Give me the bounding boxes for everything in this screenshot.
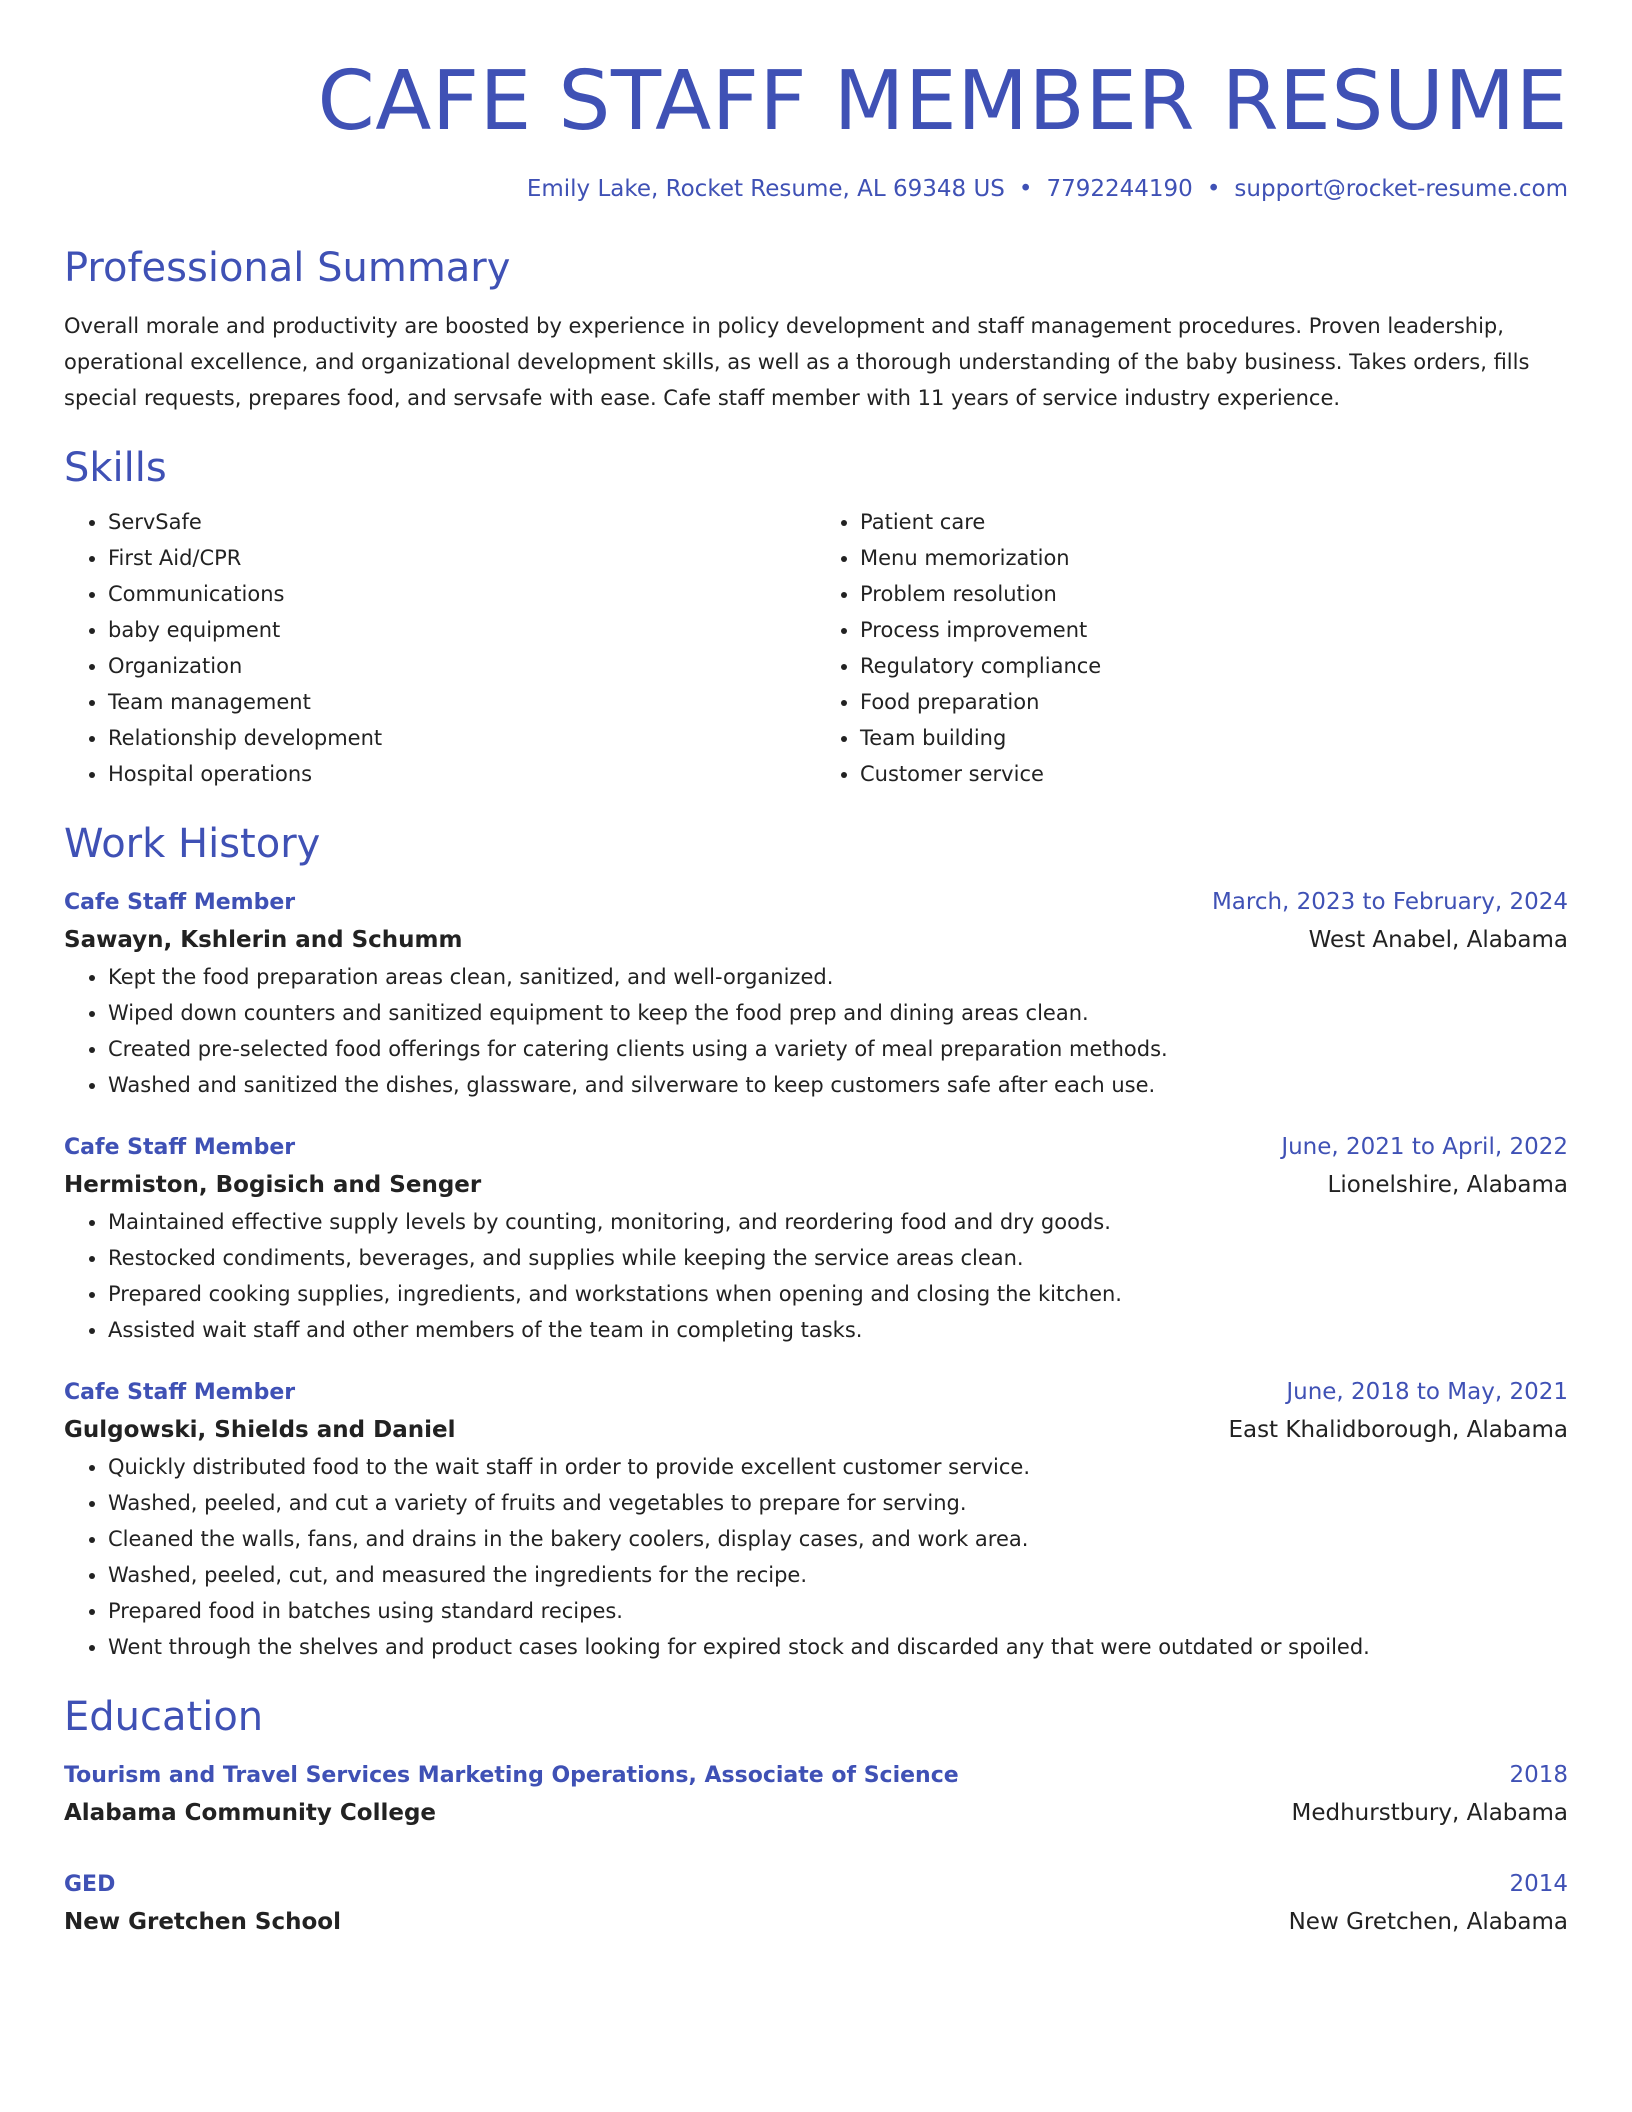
job-dates: June, 2021 to April, 2022 xyxy=(1281,1134,1568,1160)
job-bullet: • Cleaned the walls, fans, and drains in the bakery coolers, display cases, and work area. xyxy=(108,1521,1568,1557)
education-degree: GED xyxy=(64,1872,116,1897)
job-bullet: • Maintained effective supply levels by counting, monitoring, and reordering food and dry goods. xyxy=(108,1204,1568,1240)
skill-item: • ServSafe xyxy=(108,504,816,540)
job-bullet: • Wiped down counters and sanitized equipment to keep the food prep and dining areas clean. xyxy=(108,995,1568,1031)
job-location: East Khalidborough, Alabama xyxy=(1228,1417,1568,1443)
contact-separator: • xyxy=(1018,176,1033,202)
skill-item: • Regulatory compliance xyxy=(860,648,1568,684)
job-bullets xyxy=(64,959,1568,1103)
education-year: 2018 xyxy=(1509,1762,1568,1788)
job-company: Hermiston, Bogisich and Senger xyxy=(64,1172,482,1198)
summary-section xyxy=(64,244,1568,416)
resume-header xyxy=(64,52,1568,204)
job-bullet: • Kept the food preparation areas clean, sanitized, and well-organized. xyxy=(108,959,1568,995)
job-bullets xyxy=(64,1204,1568,1348)
job-bullet: • Prepared food in batches using standard recipes. xyxy=(108,1593,1568,1629)
education-section xyxy=(64,1693,1568,1941)
job-dates: March, 2023 to February, 2024 xyxy=(1211,889,1568,915)
job-title-row xyxy=(64,1129,1568,1166)
education-degree: Tourism and Travel Services Marketing Operations, Associate of Science xyxy=(64,1763,959,1788)
skills-grid xyxy=(64,504,1568,792)
skills-section xyxy=(64,444,1568,792)
job-title-row xyxy=(64,884,1568,921)
work-history-heading: Work History xyxy=(64,821,321,867)
education-heading: Education xyxy=(64,1694,264,1740)
job-bullet: • Washed, peeled, cut, and measured the ingredients for the recipe. xyxy=(108,1557,1568,1593)
skills-heading: Skills xyxy=(64,445,167,491)
job-location: Lionelshire, Alabama xyxy=(1327,1172,1568,1198)
contact-phone: 7792244190 xyxy=(1046,176,1193,202)
work-history-section xyxy=(64,820,1568,1665)
skill-item: • Patient care xyxy=(860,504,1568,540)
education-school: Alabama Community College xyxy=(64,1800,437,1826)
job-bullet: • Prepared cooking supplies, ingredients, and workstations when opening and closing the kitchen. xyxy=(108,1276,1568,1312)
summary-heading: Professional Summary xyxy=(64,245,511,291)
education-school: New Gretchen School xyxy=(64,1909,341,1935)
job-bullet: • Restocked condiments, beverages, and supplies while keeping the service areas clean. xyxy=(108,1240,1568,1276)
job-bullet: • Assisted wait staff and other members of the team in completing tasks. xyxy=(108,1312,1568,1348)
job-title: Cafe Staff Member xyxy=(64,1135,296,1160)
skill-item: • Menu memorization xyxy=(860,540,1568,576)
job-bullet: • Washed, peeled, and cut a variety of fruits and vegetables to prepare for serving. xyxy=(108,1485,1568,1521)
education-year: 2014 xyxy=(1509,1871,1568,1897)
skill-item: • Hospital operations xyxy=(108,756,816,792)
skill-item: • Food preparation xyxy=(860,684,1568,720)
job-company-row xyxy=(64,921,1568,959)
job-title: Cafe Staff Member xyxy=(64,890,296,915)
job-bullets xyxy=(64,1449,1568,1665)
skill-item: • First Aid/CPR xyxy=(108,540,816,576)
skill-item: • Customer service xyxy=(860,756,1568,792)
contact-email[interactable]: support@rocket-resume.com xyxy=(1234,176,1568,202)
education-degree-row xyxy=(64,1866,1568,1903)
job-location: West Anabel, Alabama xyxy=(1308,927,1568,953)
job-dates: June, 2018 to May, 2021 xyxy=(1286,1379,1568,1405)
job-entry xyxy=(64,884,1568,1103)
skill-item: • Team building xyxy=(860,720,1568,756)
skill-item: • Organization xyxy=(108,648,816,684)
skill-item: • Communications xyxy=(108,576,816,612)
education-school-row xyxy=(64,1903,1568,1941)
skill-item: • Relationship development xyxy=(108,720,816,756)
job-bullet: • Quickly distributed food to the wait staff in order to provide excellent customer service. xyxy=(108,1449,1568,1485)
job-title: Cafe Staff Member xyxy=(64,1380,296,1405)
skills-list-right xyxy=(816,504,1568,792)
job-company: Gulgowski, Shields and Daniel xyxy=(64,1417,456,1443)
contact-line xyxy=(64,174,1568,204)
job-bullet: • Created pre-selected food offerings for catering clients using a variety of meal preparation methods. xyxy=(108,1031,1568,1067)
skills-list-left xyxy=(64,504,816,792)
education-school-row xyxy=(64,1794,1568,1832)
job-title-row xyxy=(64,1374,1568,1411)
education-location: New Gretchen, Alabama xyxy=(1288,1909,1568,1935)
education-degree-row xyxy=(64,1757,1568,1794)
education-location: Medhurstbury, Alabama xyxy=(1291,1800,1568,1826)
skill-item: • baby equipment xyxy=(108,612,816,648)
job-bullet: • Washed and sanitized the dishes, glassware, and silverware to keep customers safe after each use. xyxy=(108,1067,1568,1103)
skill-item: • Process improvement xyxy=(860,612,1568,648)
job-company-row xyxy=(64,1166,1568,1204)
contact-address: Emily Lake, Rocket Resume, AL 69348 US xyxy=(526,176,1005,202)
resume-title: CAFE STAFF MEMBER RESUME xyxy=(317,54,1568,149)
contact-separator: • xyxy=(1206,176,1221,202)
summary-text: Overall morale and productivity are boosted by experience in policy development and staff management procedures. Proven leadership, operational excellence, and organizational development skills, as well as a thorough understanding of the baby business. Takes orders, fills special requests, prepares food, and servsafe with ease. Cafe staff member with 11 years of service industry experience. xyxy=(64,314,1530,410)
job-company-row xyxy=(64,1411,1568,1449)
job-entry xyxy=(64,1374,1568,1665)
job-bullet: • Went through the shelves and product cases looking for expired stock and discarded any that were outdated or spoiled. xyxy=(108,1629,1568,1665)
skill-item: • Team management xyxy=(108,684,816,720)
skill-item: • Problem resolution xyxy=(860,576,1568,612)
education-entry xyxy=(64,1757,1568,1832)
education-entry xyxy=(64,1866,1568,1941)
job-company: Sawayn, Kshlerin and Schumm xyxy=(64,927,463,953)
job-entry xyxy=(64,1129,1568,1348)
